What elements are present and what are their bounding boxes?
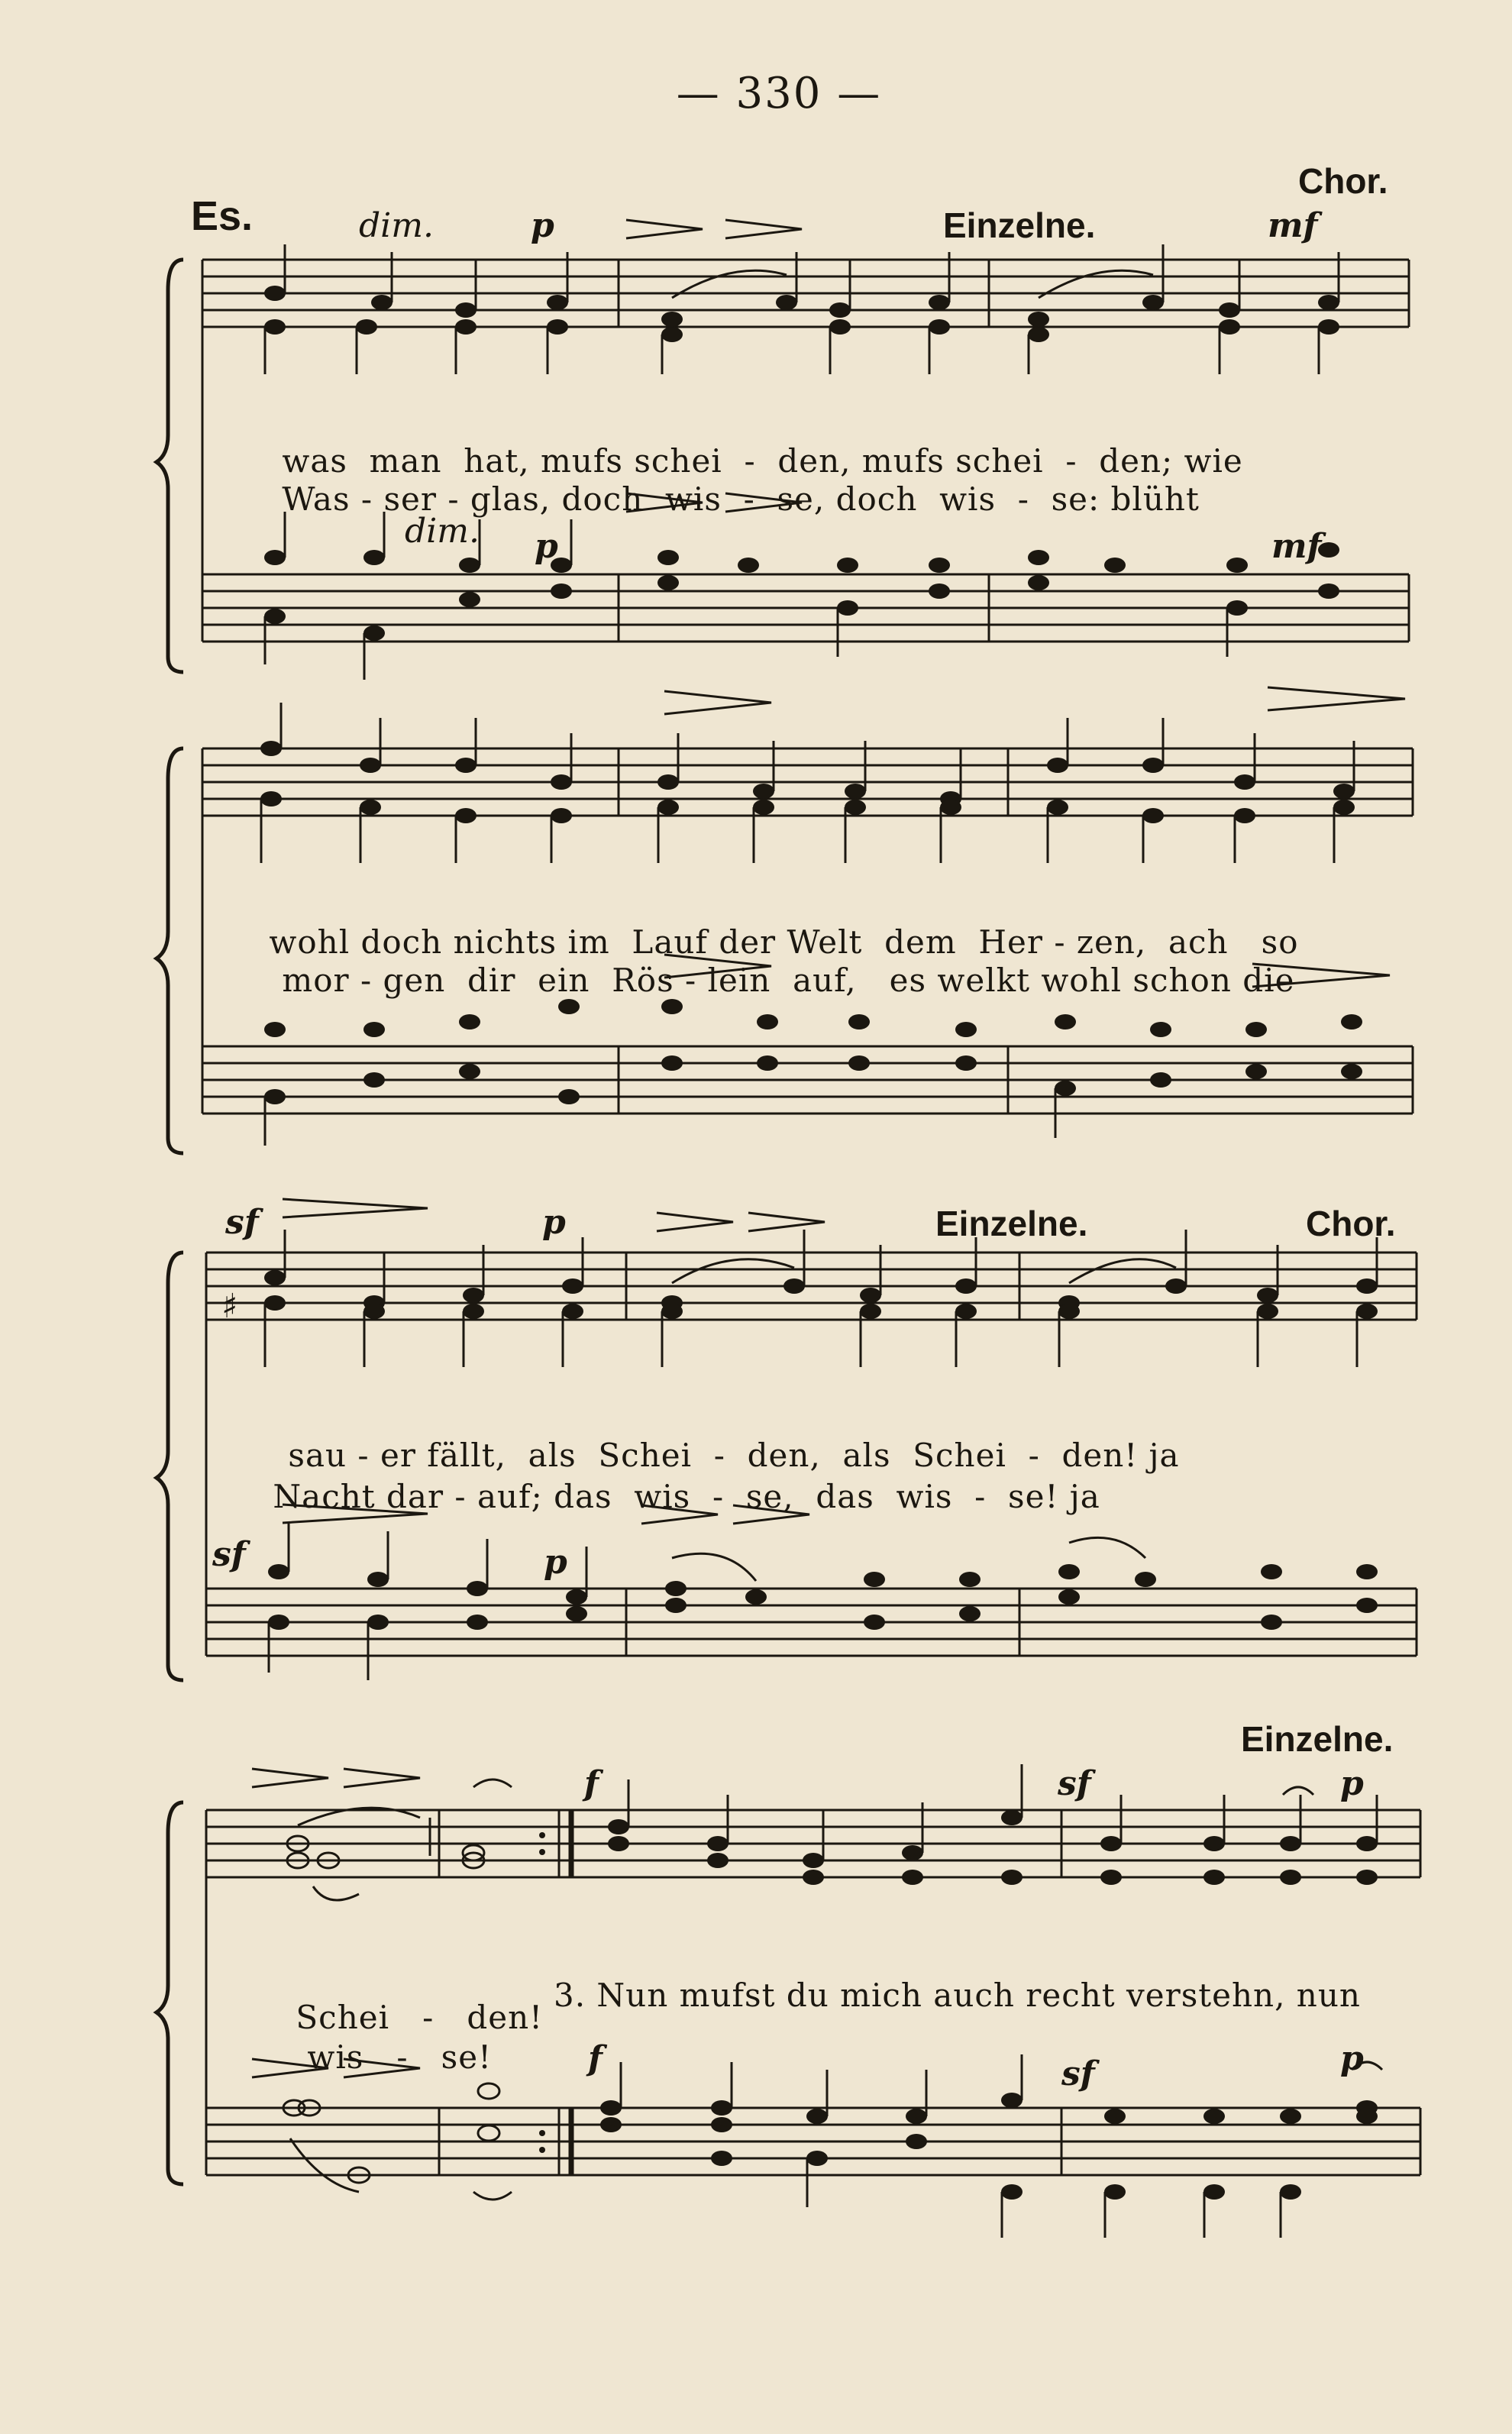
- lyric-syllable: wohl: [269, 923, 351, 961]
- lyric-syllable: Welt: [787, 923, 863, 961]
- heading-einzelne: Einzelne.: [1241, 1719, 1394, 1759]
- lyric-syllable: Schei: [296, 1999, 390, 2036]
- lyrics-line: [263, 2001, 492, 2113]
- lyric-syllable: den!: [1061, 1437, 1139, 1474]
- lyric-syllable: wis: [896, 1478, 953, 1515]
- lyric-syllable: -: [447, 480, 460, 518]
- lyric-syllable: den!: [467, 1999, 544, 2036]
- lyric-syllable: -: [1054, 923, 1066, 961]
- dynamic-sf: sf: [1058, 1764, 1091, 1803]
- lyric-syllable: Schei: [598, 1437, 693, 1474]
- lyric-syllable: Rös: [612, 962, 674, 999]
- lyric-syllable: auf;: [477, 1478, 543, 1515]
- lyric-syllable: sau: [288, 1437, 347, 1474]
- key-label: Es.: [191, 193, 254, 239]
- lyric-syllable: se!: [1008, 1478, 1059, 1515]
- lyric-syllable: doch: [835, 480, 918, 518]
- lyric-syllable: -: [357, 1437, 370, 1474]
- lyric-syllable: so: [1261, 923, 1299, 961]
- lyrics-line: [229, 1440, 1100, 1553]
- dynamic-mf: mf: [1271, 527, 1322, 566]
- dynamic-p: p: [542, 1203, 566, 1242]
- lyric-syllable: wis: [634, 1478, 691, 1515]
- dynamic-sf: sf: [1061, 2054, 1095, 2093]
- dynamic-dim: dim.: [359, 206, 434, 245]
- lyric-syllable: -: [713, 1437, 725, 1474]
- lyric-syllable: Her: [978, 923, 1043, 961]
- lyric-syllable: den,: [777, 442, 851, 480]
- dynamic-p: p: [531, 206, 554, 245]
- lyric-syllable: wis: [664, 480, 722, 518]
- verse-3-line: 3. Nun mufst du mich auch recht verstehn, nun: [554, 1977, 1361, 2014]
- lyric-syllable: dem: [884, 923, 957, 961]
- lyric-syllable: -: [422, 1999, 435, 2036]
- lyric-syllable: -: [1017, 480, 1029, 518]
- lyric-syllable: mor: [282, 962, 350, 999]
- dynamic-f: f: [588, 2039, 603, 2078]
- lyric-syllable: -: [360, 480, 373, 518]
- dynamic-mf: mf: [1268, 206, 1318, 245]
- lyric-syllable: -: [1065, 442, 1077, 480]
- page-number: — 330 —: [676, 69, 882, 118]
- heading-chor: Chor.: [1298, 161, 1388, 201]
- lyric-syllable: -: [1028, 1437, 1040, 1474]
- lyric-syllable: auf,: [793, 962, 857, 999]
- lyric-syllable: dir: [467, 962, 516, 999]
- dynamic-sf: sf: [225, 1203, 259, 1242]
- lyric-syllable: was: [282, 442, 347, 480]
- lyric-syllable: se,: [745, 1478, 794, 1515]
- lyric-syllable: nichts: [453, 923, 557, 961]
- lyric-syllable: se:: [1051, 480, 1100, 518]
- lyric-syllable: doch: [561, 480, 644, 518]
- lyric-syllable: dar: [386, 1478, 444, 1515]
- lyric-syllable: hat,: [464, 442, 530, 480]
- lyric-syllable: -: [360, 962, 373, 999]
- lyric-syllable: Was: [282, 480, 351, 518]
- lyric-syllable: se,: [777, 480, 825, 518]
- heading-einzelne: Einzelne.: [935, 1204, 1088, 1243]
- lyric-syllable: das: [816, 1478, 874, 1515]
- lyric-syllable: man: [369, 442, 442, 480]
- lyric-syllable: im: [567, 923, 610, 961]
- lyric-syllable: welkt: [937, 962, 1030, 999]
- svg-text:♯: ♯: [221, 1287, 238, 1326]
- lyric-syllable: wie: [1184, 442, 1243, 480]
- lyric-syllable: fällt,: [427, 1437, 506, 1474]
- lyric-syllable: schei: [634, 442, 722, 480]
- lyric-syllable: -: [396, 2038, 409, 2076]
- lyric-syllable: es: [889, 962, 927, 999]
- lyric-syllable: -: [744, 442, 756, 480]
- lyric-syllable: Lauf: [632, 923, 708, 961]
- lyric-syllable: gen: [383, 962, 446, 999]
- lyric-syllable: ja: [1149, 1437, 1180, 1474]
- heading-einzelne: Einzelne.: [943, 205, 1096, 245]
- lyric-syllable: mufs: [861, 442, 945, 480]
- dynamic-p: p: [1340, 1764, 1364, 1803]
- lyric-syllable: -: [685, 962, 697, 999]
- heading-chor: Chor.: [1306, 1204, 1396, 1243]
- lyric-syllable: Nacht: [273, 1478, 376, 1515]
- lyric-syllable: als: [842, 1437, 891, 1474]
- lyric-syllable: die: [1242, 962, 1295, 999]
- lyric-syllable: -: [712, 1478, 725, 1515]
- lyric-syllable: er: [380, 1437, 416, 1474]
- lyric-syllable: blüht: [1110, 480, 1200, 518]
- lyric-syllable: -: [454, 1478, 467, 1515]
- dynamic-p: p: [1340, 2039, 1364, 2078]
- dynamic-p: p: [544, 1543, 567, 1582]
- lyrics-line: [238, 443, 1200, 555]
- lyric-syllable: -: [743, 480, 755, 518]
- lyrics-line: [238, 924, 1294, 1036]
- dynamic-sf: sf: [212, 1535, 246, 1574]
- lyric-syllable: -: [974, 1478, 987, 1515]
- lyric-syllable: schon: [1132, 962, 1232, 999]
- lyric-syllable: ja: [1069, 1478, 1100, 1515]
- lyric-syllable: zen,: [1076, 923, 1147, 961]
- lyric-syllable: wis: [307, 2038, 364, 2076]
- lyric-syllable: ser: [383, 480, 437, 518]
- dynamic-p: p: [535, 527, 558, 566]
- lyric-syllable: Schei: [913, 1437, 1006, 1474]
- lyric-syllable: ach: [1168, 923, 1229, 961]
- dynamic-dim: dim.: [405, 512, 480, 551]
- lyric-syllable: das: [554, 1478, 612, 1515]
- lyric-syllable: wis: [939, 480, 997, 518]
- lyric-syllable: der: [719, 923, 777, 961]
- lyric-syllable: glas,: [470, 480, 551, 518]
- lyric-syllable: se!: [441, 2038, 492, 2076]
- lyric-syllable: den;: [1099, 442, 1174, 480]
- lyric-syllable: schei: [955, 442, 1044, 480]
- lyric-syllable: doch: [360, 923, 443, 961]
- lyric-syllable: den,: [747, 1437, 821, 1474]
- dynamic-f: f: [584, 1764, 599, 1803]
- lyric-syllable: als: [528, 1437, 577, 1474]
- system-brackets: [153, 244, 199, 2215]
- lyric-syllable: wohl: [1041, 962, 1123, 999]
- lyric-syllable: ein: [538, 962, 590, 999]
- lyric-syllable: mufs: [540, 442, 623, 480]
- lyric-syllable: lein: [707, 962, 771, 999]
